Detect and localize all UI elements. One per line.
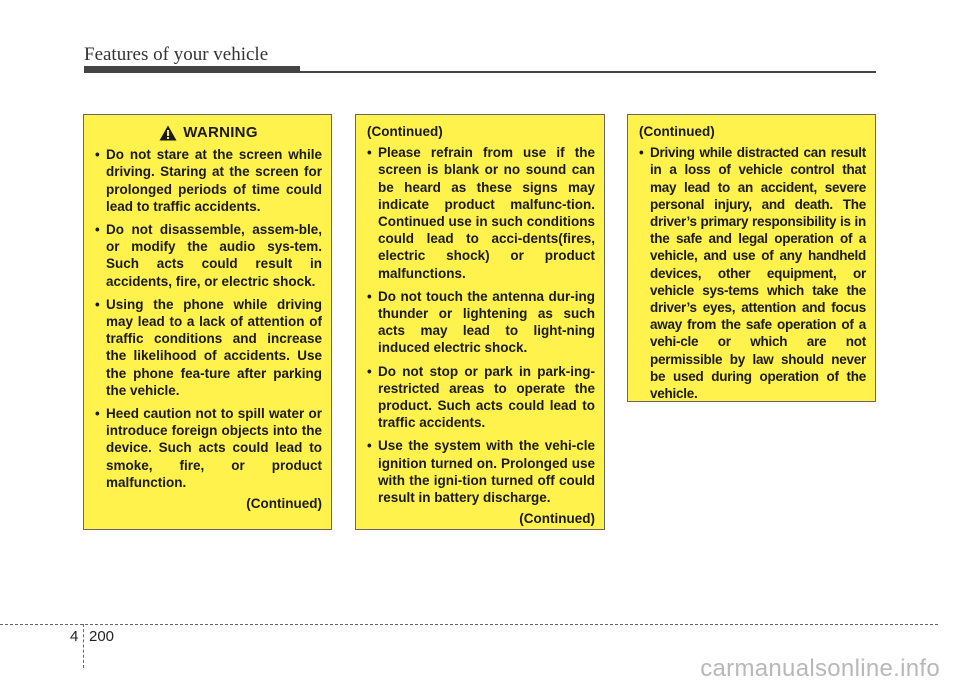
warning-box-continued <box>355 114 605 530</box>
list-item <box>367 363 595 432</box>
list-item <box>95 146 322 215</box>
page-header-title: Features of your vehicle <box>84 44 269 65</box>
bullet: • <box>95 296 100 312</box>
warning-list <box>367 144 595 506</box>
bullet: • <box>367 145 372 161</box>
list-item-text: Driving while distracted can result in a loss of vehicle control that may lead to an accident, severe personal injury, and death. The driver’s primary responsibility is in the safe and legal operation of a vehicle, and use of any handheld devices, other equipment, or vehicle sys-tems which take the driver’s eyes, attention and focus away from the safe operation of a vehi-cle or which are not permissible by law should never be used during operation of the vehicle. <box>650 145 866 402</box>
list-item <box>367 288 595 357</box>
list-item <box>367 144 595 282</box>
continued-label: (Continued) <box>246 496 322 512</box>
list-item-text: Please refrain from use if the screen is blank or no sound can be heard as these signs may indicate product malfunc-tion. Continued use in such conditions could lead to acci-dents(fires, electric shock) or product malfunctions. <box>378 145 595 281</box>
footer-rule <box>0 624 938 625</box>
list-item-text: Use the system with the vehi-cle ignition turned on. Prolonged use with the igni-tion turned off could result in battery discharge. <box>378 438 595 506</box>
warning-list <box>639 144 866 402</box>
warning-heading <box>95 124 322 141</box>
list-item <box>95 221 322 290</box>
list-item <box>639 144 866 402</box>
header-rule <box>300 71 876 73</box>
bullet: • <box>95 406 100 422</box>
list-item-text: Do not disassemble, assem-ble, or modify the audio sys-tem. Such acts could result in accidents, fire, or electric shock. <box>106 222 322 289</box>
warning-box-final <box>627 114 876 402</box>
list-item-text: Do not touch the antenna dur-ing thunder or lightening as such acts may lead to light-ning induced electric shock. <box>378 288 595 356</box>
warning-triangle-icon <box>159 125 177 141</box>
list-item-text: Using the phone while driving may lead to a lack of attention of traffic conditions and increase the likelihood of accidents. Use the phone fea-ture after parking the vehicle. <box>106 296 322 398</box>
bullet: • <box>95 222 100 238</box>
list-item-text: Do not stop or park in park-ing-restricted areas to operate the product. Such acts could lead to traffic accidents. <box>378 363 595 431</box>
bullet: • <box>95 147 100 163</box>
chapter-number: 4 <box>70 628 79 645</box>
list-item <box>95 405 322 491</box>
bullet: • <box>367 288 372 304</box>
continued-heading: (Continued) <box>367 124 443 139</box>
list-item <box>95 296 322 399</box>
warning-list <box>95 146 322 491</box>
watermark: carmanualsonline.info <box>700 655 940 682</box>
warning-heading-label: WARNING <box>183 124 258 141</box>
bullet: • <box>367 363 372 379</box>
list-item <box>367 437 595 506</box>
warning-box <box>83 114 332 530</box>
page-number: 200 <box>89 628 115 645</box>
continued-label: (Continued) <box>519 511 595 527</box>
continued-heading: (Continued) <box>639 124 715 139</box>
bullet: • <box>639 145 644 161</box>
footer-divider <box>83 624 84 668</box>
list-item-text: Heed caution not to spill water or introduce foreign objects into the device. Such acts could lead to smoke, fire, or product malfunction. <box>106 406 322 490</box>
list-item-text: Do not stare at the screen while driving. Staring at the screen for prolonged periods of time could lead to traffic accidents. <box>106 147 322 214</box>
bullet: • <box>367 438 372 454</box>
header-bar <box>84 66 300 73</box>
